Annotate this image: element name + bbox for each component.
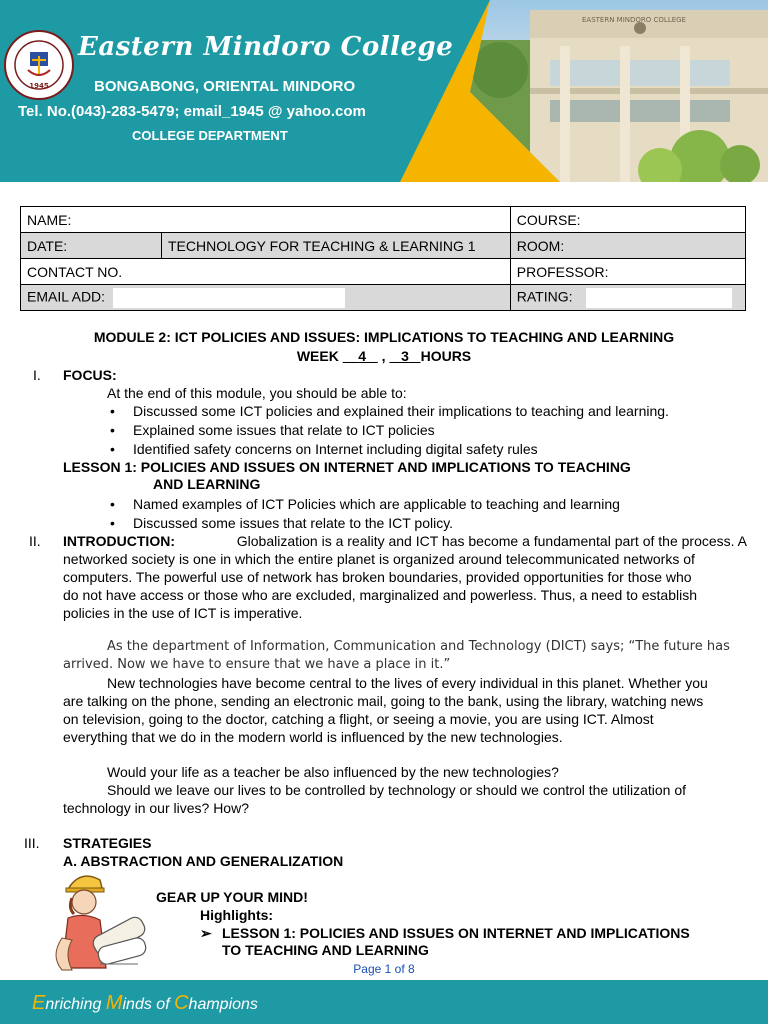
introduction-heading: INTRODUCTION:: [63, 533, 175, 549]
date-field-label: DATE:: [21, 233, 162, 259]
arrow-bullet-icon: ➢: [200, 925, 212, 941]
introduction-para-line: networked society is one in which the entire planet is organized around telecommunicated networks of: [63, 551, 695, 567]
hours-value: 3: [401, 348, 409, 364]
introduction-text: Globalization is a reality and ICT has become a fundamental part of the process. A: [236, 533, 747, 549]
highlight-lesson-line1: LESSON 1: POLICIES AND ISSUES ON INTERNET AND IMPLICATIONS: [222, 925, 690, 941]
highlights-label: Highlights:: [200, 907, 274, 923]
email-field-row: [21, 285, 511, 311]
reflection-question-2-cont: technology in our lives? How?: [63, 800, 249, 816]
focus-intro: At the end of this module, you should be able to:: [107, 385, 407, 401]
reflection-question-2: Should we leave our lives to be controlled by technology or should we control the utilization of: [107, 782, 687, 798]
week-value: 4: [358, 348, 367, 364]
strategies-numeral: III.: [24, 835, 40, 851]
contact-field-label: CONTACT NO.: [21, 259, 511, 285]
lesson-objective: Named examples of ICT Policies which are applicable to teaching and learning: [133, 496, 620, 512]
lesson-objective: Discussed some issues that relate to the ICT policy.: [133, 515, 454, 531]
college-seal-icon: [4, 30, 74, 100]
email-field-label: EMAIL ADD:: [27, 288, 106, 305]
bullet-dot-icon: •: [110, 515, 115, 531]
module-title: MODULE 2: ICT POLICIES AND ISSUES: IMPLICATIONS TO TEACHING AND LEARNING: [93, 329, 675, 345]
gear-up-heading: GEAR UP YOUR MIND!: [156, 889, 308, 905]
college-address: BONGABONG, ORIENTAL MINDORO: [94, 78, 356, 95]
student-info-table: [20, 206, 746, 311]
technology-para-line: New technologies have become central to the lives of every individual in this planet. Whether you: [107, 675, 708, 691]
focus-objective: Explained some issues that relate to ICT policies: [133, 422, 435, 438]
professor-field-label: PROFESSOR:: [510, 259, 745, 285]
lesson-heading-line1: LESSON 1: POLICIES AND ISSUES ON INTERNET AND IMPLICATIONS TO TEACHING: [63, 459, 631, 475]
bullet-dot-icon: •: [110, 422, 115, 438]
bullet-dot-icon: •: [110, 441, 115, 457]
module-week-line: WEEK 4 , 3 HOURS: [296, 348, 472, 364]
lesson-heading-line2: AND LEARNING: [153, 476, 261, 492]
college-motto: Enriching Minds of Champions: [32, 992, 258, 1014]
subject-title: TECHNOLOGY FOR TEACHING & LEARNING 1: [162, 233, 511, 259]
technology-para-line: everything that we do in the modern world is influenced by the new technologies.: [63, 729, 563, 745]
focus-heading: FOCUS:: [63, 367, 117, 383]
introduction-para-line: do not have access or those who are excluded, marginalized and powerless. Thus, a need to establish: [63, 587, 698, 603]
bullet-dot-icon: •: [110, 496, 115, 512]
technology-para-line: are talking on the phone, sending an electronic mail, going to the bank, using the library, watching news: [63, 693, 704, 709]
document-header: [0, 0, 768, 182]
college-department: COLLEGE DEPARTMENT: [132, 128, 288, 143]
document-footer: [0, 980, 768, 1024]
dict-quote-line1: As the department of Information, Communication and Technology (DICT) says; “The future has: [107, 639, 730, 654]
rating-input-box[interactable]: [586, 288, 732, 308]
course-field-label: COURSE:: [510, 207, 745, 233]
introduction-para-line: computers. The powerful use of network has broken boundaries, provided opportunities for those who: [63, 569, 692, 585]
page-number: Page 1 of 8: [353, 962, 415, 976]
hours-label: HOURS: [420, 348, 472, 364]
strategies-subheading: A. ABSTRACTION AND GENERALIZATION: [63, 853, 344, 869]
dict-quote-line2: arrived. Now we have to ensure that we have a place in it.”: [63, 657, 451, 672]
highlight-lesson-line2: TO TEACHING AND LEARNING: [222, 942, 429, 958]
focus-objective: Identified safety concerns on Internet including digital safety rules: [133, 441, 538, 457]
strategies-heading: STRATEGIES: [63, 835, 152, 851]
week-label: WEEK: [296, 348, 343, 364]
rating-field-label: RATING:: [516, 288, 573, 305]
reflection-question-1: Would your life as a teacher be also influenced by the new technologies?: [107, 764, 559, 780]
bullet-dot-icon: •: [110, 403, 115, 419]
introduction-numeral: II.: [29, 533, 41, 549]
focus-objective: Discussed some ICT policies and explained their implications to teaching and learning.: [133, 403, 669, 419]
introduction-para-line: policies in the use of ICT is imperative.: [63, 605, 303, 621]
focus-numeral: I.: [33, 367, 41, 383]
technology-para-line: on television, going to the doctor, catching a flight, or seeing a movie, you are using ICT. Almost: [63, 711, 654, 727]
college-contact: Tel. No.(043)-283-5479; email_1945 @ yahoo.com: [18, 103, 366, 120]
room-field-label: ROOM:: [510, 233, 745, 259]
rating-field-row: [510, 285, 745, 311]
name-field-label: NAME:: [21, 207, 511, 233]
college-name: Eastern Mindoro College: [78, 32, 454, 62]
email-input-box[interactable]: [113, 288, 345, 308]
seal-year: 1945: [29, 82, 49, 90]
introduction-first-line: [63, 532, 747, 550]
photo-sign-text: EASTERN MINDORO COLLEGE: [582, 16, 686, 24]
